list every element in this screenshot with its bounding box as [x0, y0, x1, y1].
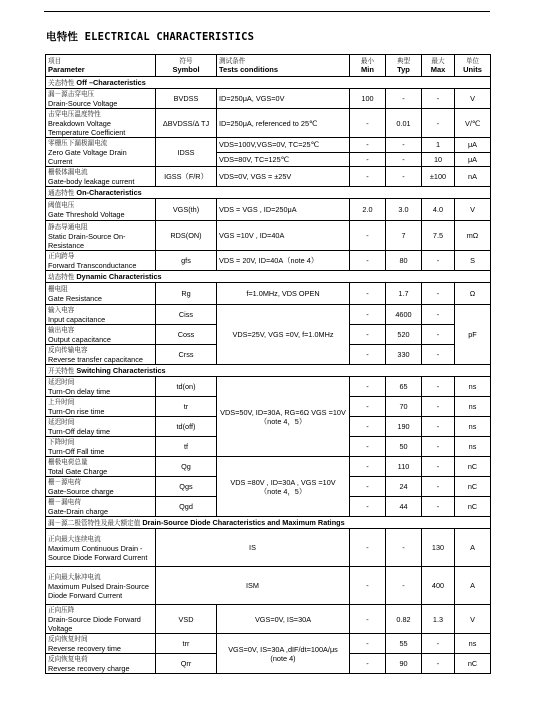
- param-cell: 正向跨导 Forward Transconductance: [46, 251, 156, 271]
- symbol-cell: trr: [156, 634, 217, 654]
- header-symbol: 符号 Symbol: [156, 55, 217, 77]
- unit-cell: ns: [455, 417, 491, 437]
- condition-cell: VDS=100V,VGS=0V, TC=25℃: [217, 138, 350, 153]
- symbol-cell: Crss: [156, 345, 217, 365]
- symbol-cell: Qrr: [156, 654, 217, 674]
- condition-cell: VDS=0V, VGS = ±25V: [217, 167, 350, 187]
- condition-cell: VDS = 20V, ID=40A（note 4）: [217, 251, 350, 271]
- max-cell: 400: [422, 567, 455, 605]
- table-row: [46, 283, 491, 305]
- min-cell: -: [350, 437, 386, 457]
- unit-cell: μA: [455, 152, 491, 167]
- unit-cell: ns: [455, 634, 491, 654]
- section-off: 关态特性 Off –Characteristics: [46, 77, 491, 89]
- min-cell: -: [350, 605, 386, 634]
- condition-cell: VGS =10V , ID=40A: [217, 221, 350, 251]
- section-dynamic: 动态特性 Dynamic Characteristics: [46, 271, 491, 283]
- condition-cell: VGS=0V, IS=30A ,dIF/dt=100A/μs (note 4): [217, 634, 350, 674]
- unit-cell: A: [455, 567, 491, 605]
- unit-cell: Ω: [455, 283, 491, 305]
- symbol-cell: td(on): [156, 377, 217, 397]
- section-row: [46, 77, 491, 89]
- param-cell: 栅电阻 Gate Resistance: [46, 283, 156, 305]
- typ-cell: -: [386, 167, 422, 187]
- table-row: [46, 305, 491, 325]
- param-cell: 延迟时间 Turn-On delay time: [46, 377, 156, 397]
- table-row: [46, 221, 491, 251]
- typ-cell: -: [386, 567, 422, 605]
- header-parameter: 项目 Parameter: [46, 55, 156, 77]
- min-cell: -: [350, 345, 386, 365]
- min-cell: -: [350, 283, 386, 305]
- max-cell: -: [422, 325, 455, 345]
- unit-cell: A: [455, 529, 491, 567]
- unit-cell: S: [455, 251, 491, 271]
- table-row: [46, 567, 491, 605]
- param-cell: 静态导通电阻 Static Drain-Source On-Resistance: [46, 221, 156, 251]
- max-cell: -: [422, 251, 455, 271]
- symbol-cell: ΔBVDSS/Δ TJ: [156, 109, 217, 138]
- min-cell: -: [350, 529, 386, 567]
- table-row: [46, 199, 491, 221]
- max-cell: -: [422, 305, 455, 325]
- param-cell: 反向恢复时间 Reverse recovery time: [46, 634, 156, 654]
- page-heading: 电特性 ELECTRICAL CHARACTERISTICS: [46, 31, 255, 43]
- condition-cell: VDS = VGS , ID=250μA: [217, 199, 350, 221]
- header-units: 单位 Units: [455, 55, 491, 77]
- symbol-cell: tf: [156, 437, 217, 457]
- symbol-cell: VGS(th): [156, 199, 217, 221]
- symbol-cell: Qgd: [156, 497, 217, 517]
- param-cell: 下降时间 Turn-Off Fall time: [46, 437, 156, 457]
- param-cell: 输出电容 Output capacitance: [46, 325, 156, 345]
- param-cell: 栅极电荷总量 Total Gate Charge: [46, 457, 156, 477]
- param-cell: 漏－源击穿电压 Drain-Source Voltage: [46, 89, 156, 109]
- typ-cell: 24: [386, 477, 422, 497]
- min-cell: -: [350, 251, 386, 271]
- typ-cell: 65: [386, 377, 422, 397]
- max-cell: 1.3: [422, 605, 455, 634]
- min-cell: -: [350, 477, 386, 497]
- max-cell: -: [422, 89, 455, 109]
- condition-cell: f=1.0MHz, VDS OPEN: [217, 283, 350, 305]
- section-row: [46, 517, 491, 529]
- max-cell: 1: [422, 138, 455, 153]
- typ-cell: 44: [386, 497, 422, 517]
- min-cell: -: [350, 377, 386, 397]
- unit-cell: ns: [455, 377, 491, 397]
- typ-cell: 4600: [386, 305, 422, 325]
- unit-cell: ns: [455, 397, 491, 417]
- min-cell: -: [350, 654, 386, 674]
- typ-cell: -: [386, 529, 422, 567]
- table-row: [46, 529, 491, 567]
- header-max: 最大 Max: [422, 55, 455, 77]
- unit-cell: pF: [455, 305, 491, 365]
- section-diode: 漏－源二极管特性及最大额定值 Drain-Source Diode Characteristics and Maximum Ratings: [46, 517, 491, 529]
- table-row: [46, 167, 491, 187]
- min-cell: -: [350, 417, 386, 437]
- typ-cell: 1.7: [386, 283, 422, 305]
- max-cell: 4.0: [422, 199, 455, 221]
- param-cell: 栅－源电荷 Gate-Source charge: [46, 477, 156, 497]
- unit-cell: V: [455, 199, 491, 221]
- table-row: [46, 605, 491, 634]
- param-cell: 正向最大连续电流 Maximum Continuous Drain -Source Diode Forward Current: [46, 529, 156, 567]
- param-cell: 阈值电压 Gate Threshold Voltage: [46, 199, 156, 221]
- unit-cell: nC: [455, 497, 491, 517]
- typ-cell: 80: [386, 251, 422, 271]
- typ-cell: -: [386, 89, 422, 109]
- min-cell: 2.0: [350, 199, 386, 221]
- symbol-cell: td(off): [156, 417, 217, 437]
- typ-cell: 0.82: [386, 605, 422, 634]
- param-cell: 栅－漏电荷 Gate-Drain charge: [46, 497, 156, 517]
- max-cell: 10: [422, 152, 455, 167]
- typ-cell: 110: [386, 457, 422, 477]
- section-row: [46, 271, 491, 283]
- param-cell: 正向最大脉冲电流 Maximum Pulsed Drain-Source Diode Forward Current: [46, 567, 156, 605]
- param-cell: 上升时间 Turn-On rise time: [46, 397, 156, 417]
- min-cell: -: [350, 457, 386, 477]
- symbol-cell: ISM: [156, 567, 350, 605]
- header-min: 最小 Min: [350, 55, 386, 77]
- max-cell: ±100: [422, 167, 455, 187]
- param-cell: 栅极体漏电流 Gate-body leakage current: [46, 167, 156, 187]
- max-cell: -: [422, 457, 455, 477]
- table-row: [46, 634, 491, 654]
- max-cell: -: [422, 283, 455, 305]
- typ-cell: 7: [386, 221, 422, 251]
- unit-cell: nC: [455, 654, 491, 674]
- min-cell: -: [350, 138, 386, 153]
- param-cell: 反向传输电容 Reverse transfer capacitance: [46, 345, 156, 365]
- max-cell: -: [422, 477, 455, 497]
- unit-cell: μA: [455, 138, 491, 153]
- symbol-cell: gfs: [156, 251, 217, 271]
- condition-cell: ID=250μA, referenced to 25℃: [217, 109, 350, 138]
- max-cell: -: [422, 437, 455, 457]
- table-row: [46, 251, 491, 271]
- unit-cell: V/℃: [455, 109, 491, 138]
- unit-cell: ns: [455, 437, 491, 457]
- electrical-characteristics-table: [45, 54, 491, 674]
- typ-cell: 90: [386, 654, 422, 674]
- symbol-cell: tr: [156, 397, 217, 417]
- max-cell: 130: [422, 529, 455, 567]
- symbol-cell: IDSS: [156, 138, 217, 167]
- unit-cell: nC: [455, 477, 491, 497]
- min-cell: 100: [350, 89, 386, 109]
- table-row: [46, 89, 491, 109]
- symbol-cell: BVDSS: [156, 89, 217, 109]
- min-cell: -: [350, 325, 386, 345]
- typ-cell: 520: [386, 325, 422, 345]
- unit-cell: V: [455, 605, 491, 634]
- min-cell: -: [350, 152, 386, 167]
- param-cell: 零栅压下漏极漏电流 Zero Gate Voltage Drain Current: [46, 138, 156, 167]
- typ-cell: 330: [386, 345, 422, 365]
- max-cell: -: [422, 345, 455, 365]
- symbol-cell: VSD: [156, 605, 217, 634]
- typ-cell: 190: [386, 417, 422, 437]
- min-cell: -: [350, 167, 386, 187]
- table-row: [46, 109, 491, 138]
- symbol-cell: RDS(ON): [156, 221, 217, 251]
- typ-cell: 3.0: [386, 199, 422, 221]
- param-cell: 输入电容 Input capacitance: [46, 305, 156, 325]
- section-switching: 开关特性 Switching Characteristics: [46, 365, 491, 377]
- max-cell: -: [422, 109, 455, 138]
- condition-cell: VGS=0V, IS=30A: [217, 605, 350, 634]
- param-cell: 正向压降 Drain-Source Diode Forward Voltage: [46, 605, 156, 634]
- min-cell: -: [350, 221, 386, 251]
- unit-cell: nC: [455, 457, 491, 477]
- symbol-cell: IS: [156, 529, 350, 567]
- table-row: [46, 457, 491, 477]
- symbol-cell: Coss: [156, 325, 217, 345]
- param-cell: 反向恢复电荷 Reverse recovery charge: [46, 654, 156, 674]
- symbol-cell: Rg: [156, 283, 217, 305]
- unit-cell: mΩ: [455, 221, 491, 251]
- section-row: [46, 365, 491, 377]
- typ-cell: -: [386, 138, 422, 153]
- max-cell: 7.5: [422, 221, 455, 251]
- typ-cell: -: [386, 152, 422, 167]
- max-cell: -: [422, 497, 455, 517]
- max-cell: -: [422, 634, 455, 654]
- min-cell: -: [350, 305, 386, 325]
- symbol-cell: Qgs: [156, 477, 217, 497]
- symbol-cell: IGSS（F/R）: [156, 167, 217, 187]
- param-cell: 延迟时间 Turn-Off delay time: [46, 417, 156, 437]
- min-cell: -: [350, 634, 386, 654]
- min-cell: -: [350, 497, 386, 517]
- table-row: [46, 138, 491, 153]
- top-rule: [44, 11, 490, 12]
- condition-cell: VDS=50V, ID=30A, RG=6Ω VGS =10V （note 4，5）: [217, 377, 350, 457]
- condition-cell: ID=250μA, VGS=0V: [217, 89, 350, 109]
- unit-cell: V: [455, 89, 491, 109]
- max-cell: -: [422, 397, 455, 417]
- max-cell: -: [422, 377, 455, 397]
- max-cell: -: [422, 654, 455, 674]
- condition-cell: VDS=80V, TC=125℃: [217, 152, 350, 167]
- symbol-cell: Qg: [156, 457, 217, 477]
- table-header-row: [46, 55, 491, 77]
- max-cell: -: [422, 417, 455, 437]
- param-cell: 击穿电压温度特性 Breakdown Voltage Temperature Coefficient: [46, 109, 156, 138]
- table-row: [46, 377, 491, 397]
- min-cell: -: [350, 109, 386, 138]
- header-conditions: 测试条件 Tests conditions: [217, 55, 350, 77]
- min-cell: -: [350, 567, 386, 605]
- section-on: 通态特性 On-Characteristics: [46, 187, 491, 199]
- typ-cell: 0.01: [386, 109, 422, 138]
- symbol-cell: Ciss: [156, 305, 217, 325]
- typ-cell: 55: [386, 634, 422, 654]
- header-typ: 典型 Typ: [386, 55, 422, 77]
- condition-cell: VDS=25V, VGS =0V, f=1.0MHz: [217, 305, 350, 365]
- unit-cell: nA: [455, 167, 491, 187]
- min-cell: -: [350, 397, 386, 417]
- condition-cell: VDS =80V , ID=30A , VGS =10V （note 4，5）: [217, 457, 350, 517]
- typ-cell: 50: [386, 437, 422, 457]
- section-row: [46, 187, 491, 199]
- typ-cell: 70: [386, 397, 422, 417]
